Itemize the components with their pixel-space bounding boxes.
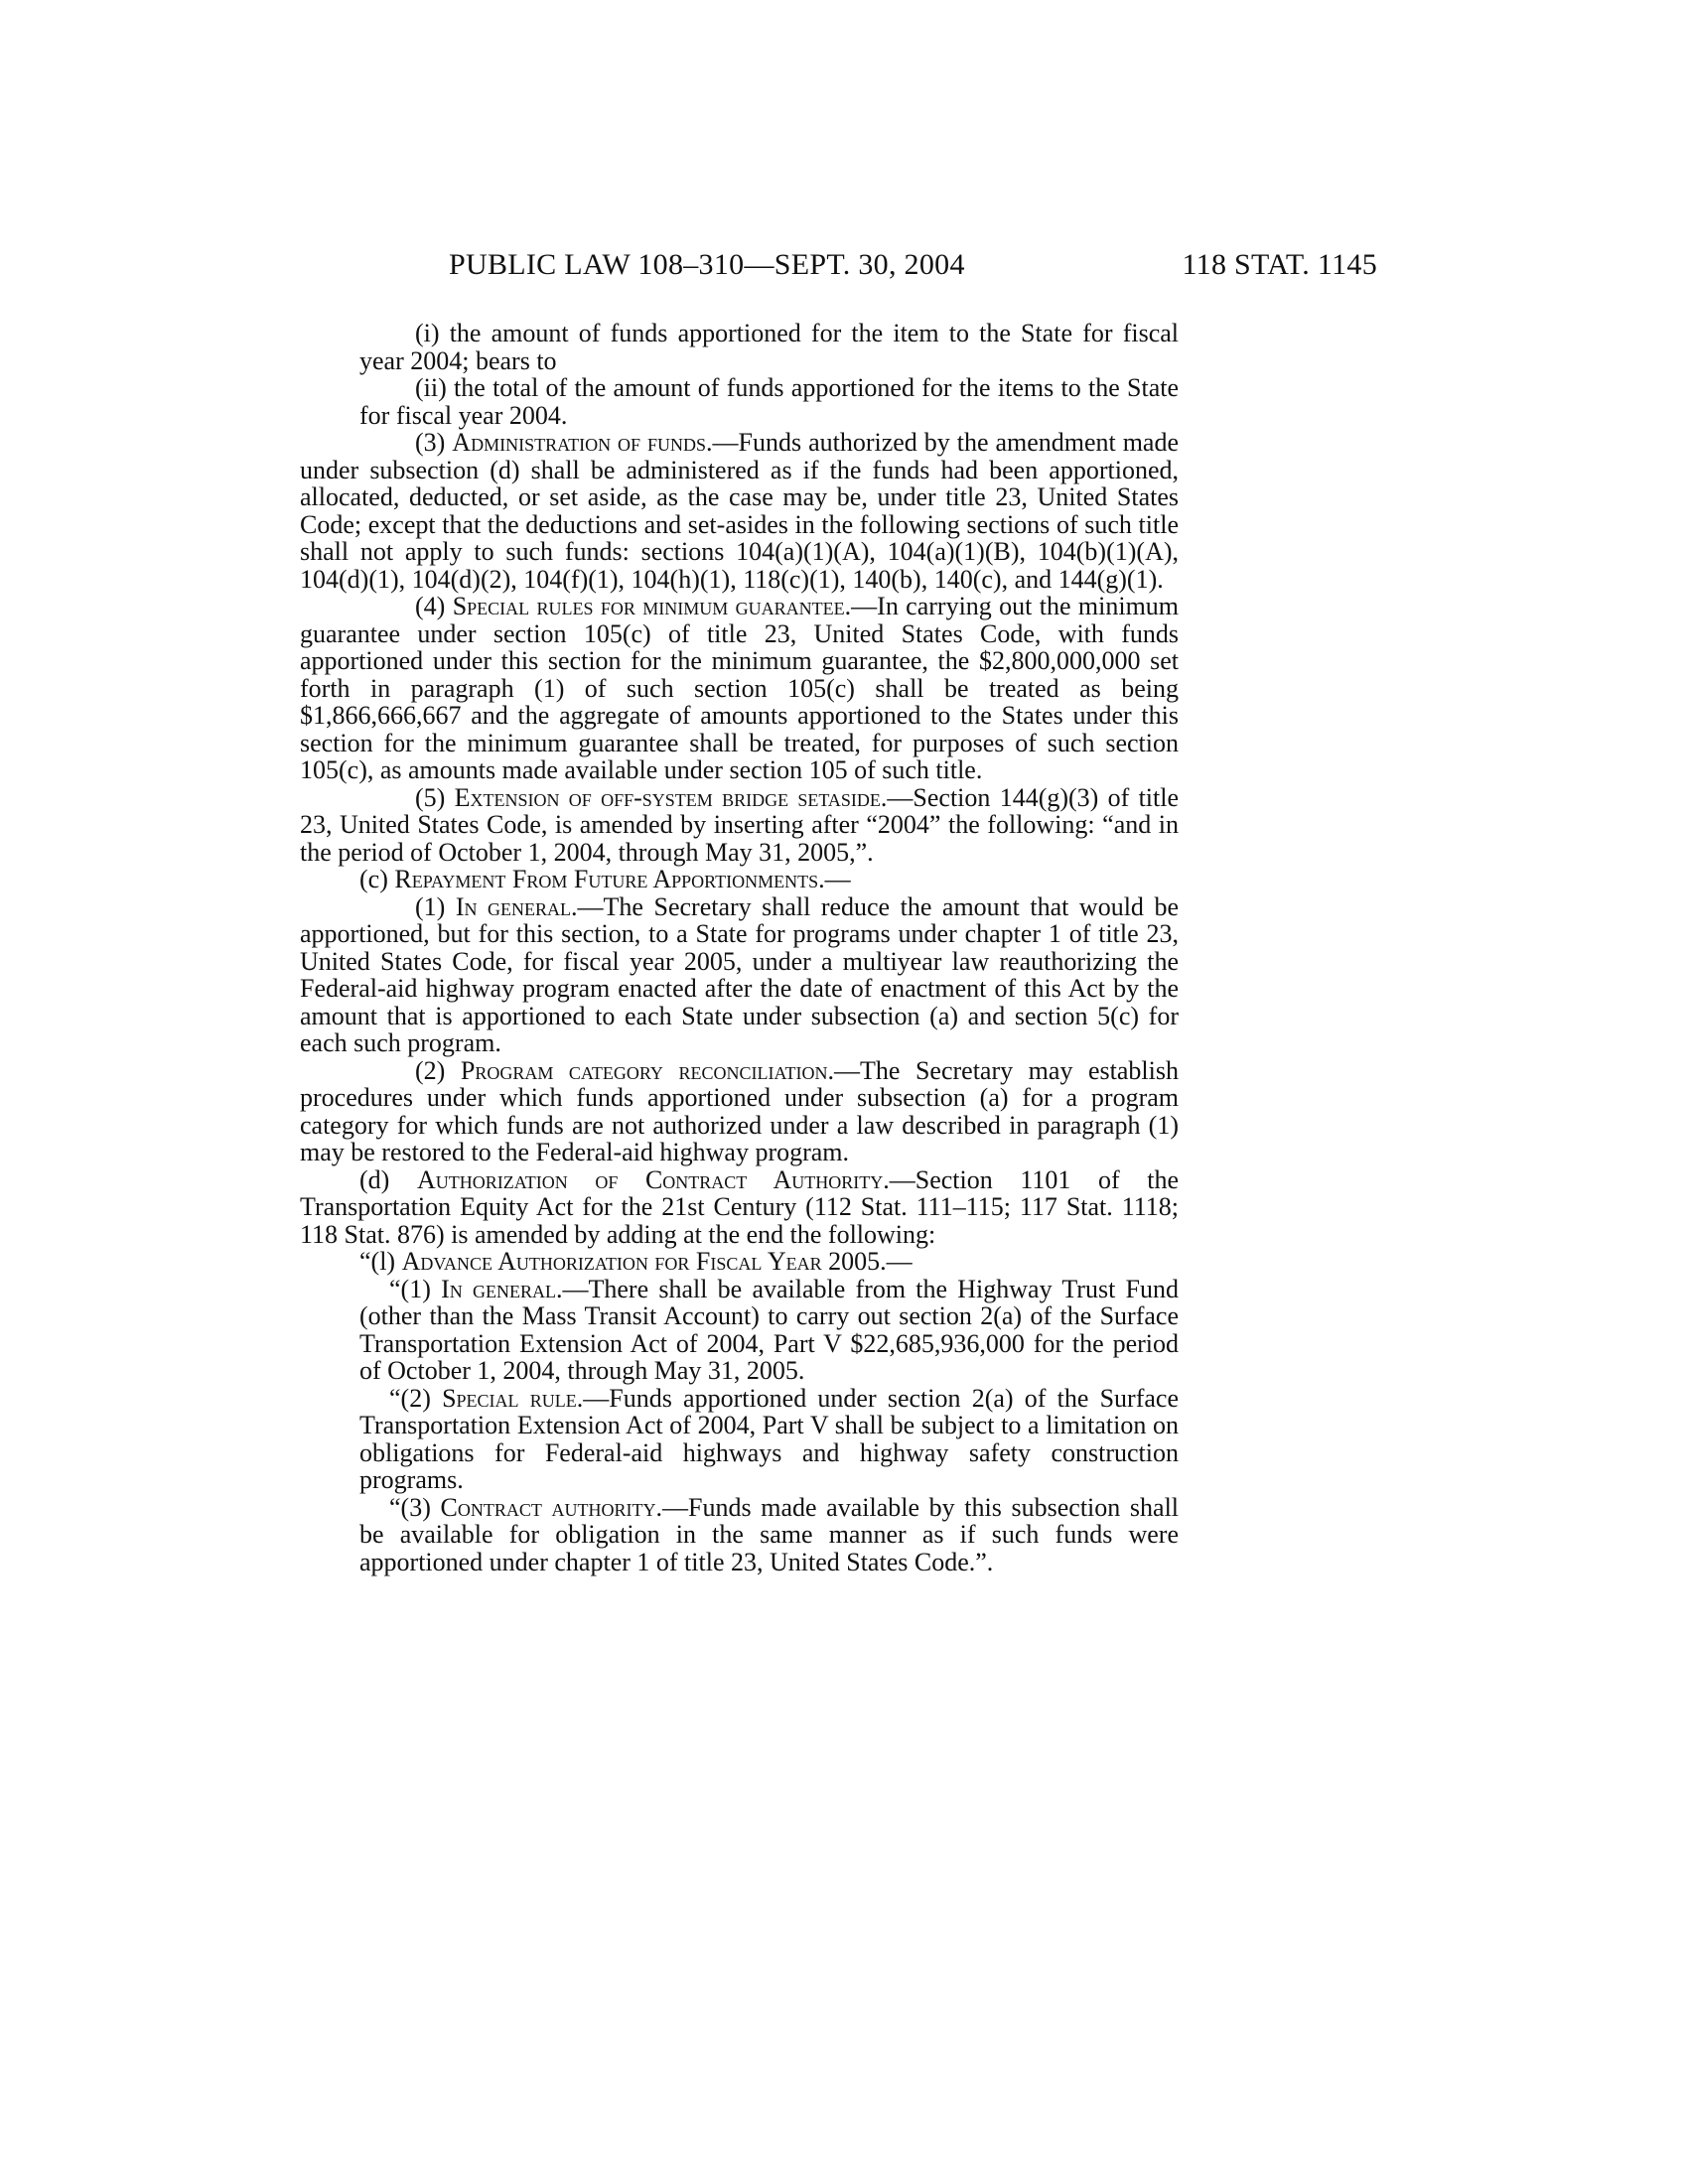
subsection-c-heading: Repayment From Future Apportionments. bbox=[394, 865, 825, 893]
document-body bbox=[300, 320, 1179, 1575]
subsection-l-paragraph-1-heading: In general. bbox=[441, 1274, 563, 1303]
subsection-l-text: — bbox=[886, 1247, 913, 1276]
subsection-l-heading: Advance Authorization for Fiscal Year 2005. bbox=[401, 1247, 887, 1276]
subsection-l-paragraph-3-text: —Funds made available by this subsection shall be available for obligation in the same manner as if such funds were apportioned under chapter 1 of title 23, United States Code.”. bbox=[359, 1492, 1180, 1576]
subsection-c-paragraph-1-heading: In general. bbox=[455, 891, 578, 921]
page-header bbox=[449, 248, 1377, 288]
paragraph-5-heading: Extension of off-system bridge setaside. bbox=[454, 782, 888, 812]
subsection-c-paragraph-2-text: —The Secretary may establish procedures under which funds apportioned under subsection (a) for a program category for which funds are not authorized under a law described in paragraph (1) may be restored to the Federal-aid highway program. bbox=[300, 1055, 1179, 1166]
subsection-l-paragraph-1-number: “(1) bbox=[389, 1274, 431, 1303]
subsection-l-paragraph-2-heading: Special rule. bbox=[442, 1383, 584, 1413]
paragraph-5 bbox=[300, 784, 1179, 867]
paragraph-3-heading: Administration of funds. bbox=[452, 428, 713, 457]
clause-ii: (ii) the total of the amount of funds apportioned for the items to the State for fiscal year 2004. bbox=[359, 373, 1179, 430]
subsection-l-paragraph-3 bbox=[300, 1494, 1179, 1576]
subsection-c-number: (c) bbox=[359, 865, 388, 893]
paragraph-3-number: (3) bbox=[415, 428, 446, 457]
subsection-l-paragraph-3-heading: Contract authority. bbox=[440, 1492, 662, 1522]
subsection-l-paragraph-2-text: —Funds apportioned under section 2(a) of the Surface Transportation Extension Act of 2004, Part V shall be subject to a limitation on obligations for Federal-aid highways and highway safety construction programs. bbox=[359, 1383, 1179, 1494]
paragraph-5-text: —Section 144(g)(3) of title 23, United States Code, is amended by inserting after “2004” the following: “and in the period of October 1, 2004, through May 31, 2005,”. bbox=[300, 782, 1180, 867]
subsection-d-number: (d) bbox=[359, 1164, 390, 1194]
clause-i: (i) the amount of funds apportioned for the item to the State for fiscal year 2004; bears to bbox=[359, 319, 1179, 375]
subsection-c-paragraph-2 bbox=[300, 1057, 1179, 1166]
subsection-c bbox=[300, 866, 1179, 893]
subsection-c-paragraph-1-number: (1) bbox=[415, 891, 446, 921]
subsection-l-paragraph-1-text: —There shall be available from the Highway Trust Fund (other than the Mass Transit Account) to carry out section 2(a) of the Surface Transportation Extension Act of 2004, Part V $22,685,936,000 for the period of October 1, 2004, through May 31, 2005. bbox=[359, 1274, 1179, 1385]
paragraph-3-text: —Funds authorized by the amendment made under subsection (d) shall be administered as if the funds had been apportioned, allocated, deducted, or set aside, as the case may be, under title 23, United States Code; except that the deductions and set-asides in the following sections of such title shall not apply to such funds: sections 104(a)(1)(A), 104(a)(1)(B), 104(b)(1)(A), 104(d)(1), 104(d)(2), 104(f)(1), 104(h)(1), 118(c)(1), 140(b), 140(c), and 144(g)(1). bbox=[300, 428, 1179, 594]
paragraph-4-number: (4) bbox=[415, 592, 446, 620]
subsection-l bbox=[300, 1248, 1179, 1276]
running-head-law: PUBLIC LAW 108–310—SEPT. 30, 2004 bbox=[449, 248, 965, 281]
subsection-c-paragraph-1 bbox=[300, 893, 1179, 1057]
subsection-c-paragraph-2-number: (2) bbox=[415, 1055, 446, 1085]
subsection-d bbox=[300, 1166, 1179, 1249]
subsection-l-paragraph-1 bbox=[300, 1276, 1179, 1385]
subsection-c-paragraph-1-text: —The Secretary shall reduce the amount that would be apportioned, but for this section, to a State for programs under chapter 1 of title 23, United States Code, for fiscal year 2005, under a multiyear law reauthorizing the Federal-aid highway program enacted after the date of enactment of this Act by the amount that is apportioned to each State under subsection (a) and section 5(c) for each such program. bbox=[300, 891, 1180, 1057]
paragraph-4-heading: Special rules for minimum guarantee. bbox=[452, 592, 852, 620]
running-head-stat: 118 STAT. 1145 bbox=[1182, 248, 1377, 281]
subsection-c-paragraph-2-heading: Program category reconciliation. bbox=[460, 1055, 834, 1085]
paragraph-4 bbox=[300, 593, 1179, 784]
subsection-l-paragraph-2 bbox=[300, 1385, 1179, 1494]
subsection-l-paragraph-2-number: “(2) bbox=[389, 1383, 431, 1413]
paragraph-4-text: —In carrying out the minimum guarantee under section 105(c) of title 23, United States Code, with funds apportioned under this section for the minimum guarantee, the $2,800,000,000 set forth in paragraph (1) of such section 105(c) shall be treated as being $1,866,666,667 and the aggregate of amounts apportioned to the States under this section for the minimum guarantee shall be treated, for purposes of such section 105(c), as amounts made available under section 105 of such title. bbox=[300, 592, 1180, 784]
paragraph-3 bbox=[300, 429, 1179, 593]
subsection-d-text: —Section 1101 of the Transportation Equity Act for the 21st Century (112 Stat. 111–115; 117 Stat. 1118; 118 Stat. 876) is amended by adding at the end the following: bbox=[300, 1164, 1180, 1249]
paragraph-5-number: (5) bbox=[415, 782, 446, 812]
subsection-l-number: “(l) bbox=[359, 1247, 396, 1276]
subsection-d-heading: Authorization of Contract Authority. bbox=[416, 1164, 890, 1194]
subsection-c-text: — bbox=[824, 865, 851, 893]
subsection-l-paragraph-3-number: “(3) bbox=[389, 1492, 431, 1522]
